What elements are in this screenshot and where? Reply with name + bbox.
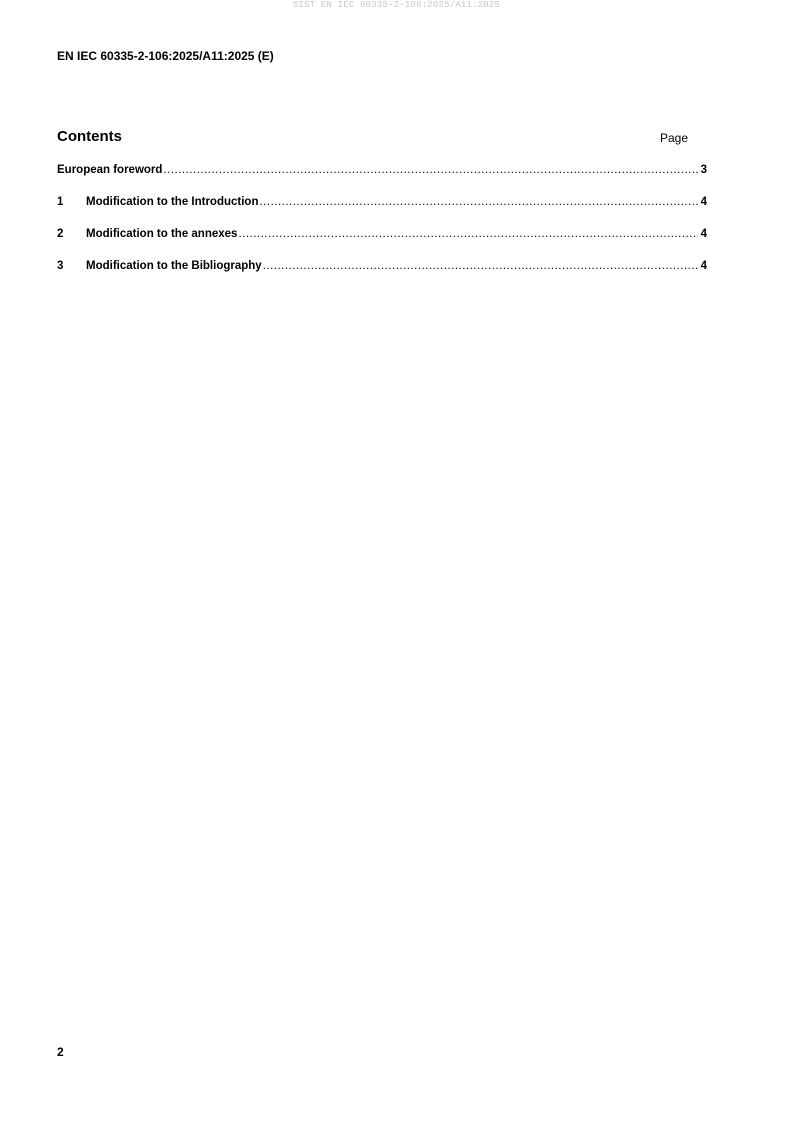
toc-entry-number: 1 (57, 196, 64, 208)
toc-dot-leader (238, 228, 697, 240)
page-number: 2 (57, 1045, 64, 1059)
toc-entry-number: 2 (57, 228, 64, 240)
toc-entry-page: 4 (700, 228, 707, 240)
table-of-contents (57, 164, 707, 292)
toc-entry-introduction[interactable] (57, 196, 707, 228)
toc-entry-title: Modification to the Introduction (86, 196, 259, 208)
watermark: SIST EN IEC 60335-2-106:2025/A11:2025 (292, 0, 501, 10)
toc-entry-page: 4 (700, 260, 707, 272)
toc-entry-page: 3 (700, 164, 707, 176)
toc-entry-page: 4 (700, 196, 707, 208)
toc-entry-title: Modification to the annexes (86, 228, 238, 240)
toc-entry-title: European foreword (57, 164, 163, 176)
toc-entry-number: 3 (57, 260, 64, 272)
toc-dot-leader (163, 164, 697, 176)
document-id: EN IEC 60335-2-106:2025/A11:2025 (E) (57, 49, 274, 63)
toc-entry-title: Modification to the Bibliography (86, 260, 262, 272)
toc-entry-european-foreword[interactable] (57, 164, 707, 196)
toc-dot-leader (259, 196, 697, 208)
page-column-label: Page (660, 131, 689, 145)
toc-dot-leader (263, 260, 698, 272)
contents-heading: Contents (57, 128, 122, 145)
toc-entry-bibliography[interactable] (57, 260, 707, 292)
toc-entry-annexes[interactable] (57, 228, 707, 260)
